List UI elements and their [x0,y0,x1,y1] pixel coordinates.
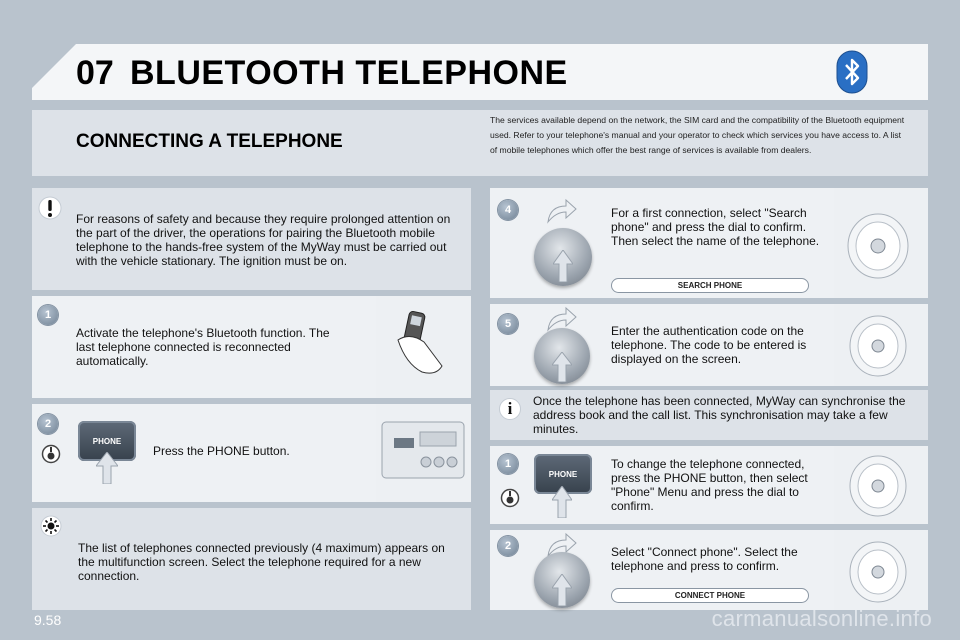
press-arrow-icon [552,574,572,606]
chapter-number: 07 [76,54,114,92]
control-dial-icon [834,446,928,524]
dial-thumb [834,304,928,386]
change2-text: Select "Connect phone". Select the telephone and press to confirm. [611,545,798,573]
step2-text: Press the PHONE button. [153,444,290,458]
step-badge: 2 [38,414,58,434]
info-icon: i [499,398,521,420]
press-icon [500,488,520,508]
step5-text: Enter the authentication code on the telephone. The code to be entered is displayed on the screen. [611,324,807,366]
step-badge: 2 [498,536,518,556]
phone-hand-thumb [376,296,471,398]
dial-thumb [834,188,928,298]
change1-text: To change the telephone connected, press the PHONE button, then select "Phone" Menu and press the dial to confirm. [611,457,808,513]
step-badge: 5 [498,314,518,334]
press-icon [41,444,61,464]
section-title: CONNECTING A TELEPHONE [76,131,343,152]
phone-button[interactable]: PHONE [78,421,136,461]
tip-text: The list of telephones connected previously (4 maximum) appears on the multifunction screen. Select the telephone required for a new connection. [78,541,445,583]
page-title: BLUETOOTH TELEPHONE [130,54,568,92]
tip-icon [40,515,62,537]
control-dial-icon [834,530,928,610]
step-badge: 1 [38,305,58,325]
bluetooth-icon [836,50,868,94]
dial-thumb [834,530,928,610]
search-phone-label: SEARCH PHONE [611,278,809,293]
step-badge: 1 [498,454,518,474]
phone-button[interactable]: PHONE [534,454,592,494]
step-badge: 4 [498,200,518,220]
intro-paragraph: The services available depend on the network, the SIM card and the compatibility of the Bluetooth equipment used. Refer to your telephone's manual and your operator to check which services you have access to. A list of mobile telephones which offer the best range of services is available from dealers. [490,115,905,155]
hand-phone-icon [376,296,471,398]
warning-text: For reasons of safety and because they require prolonged attention on the part of the driver, the operations for pairing the Bluetooth mobile telephone to the hands-free system of the MyWay must be carried out with the vehicle stationary. The ignition must be on. [76,212,451,268]
info-text: Once the telephone has been connected, MyWay can synchronise the address book and the call list. This synchronisation may take a few minutes. [533,394,906,436]
page-number: 9.58 [34,612,62,628]
step4-text: For a first connection, select "Search phone" and press the dial to confirm. Then select the name of the telephone. [611,206,820,248]
press-arrow-icon [96,452,118,484]
connect-phone-label: CONNECT PHONE [611,588,809,603]
turn-arrow-icon [544,198,578,224]
control-dial-icon [834,188,928,298]
radio-unit-thumb [376,404,471,502]
press-arrow-icon [553,250,573,282]
press-arrow-icon [552,352,572,382]
press-arrow-icon [552,486,572,518]
step1-text: Activate the telephone's Bluetooth function. The last telephone connected is reconnected automatically. [76,326,330,368]
warning-icon [38,196,62,220]
radio-unit-icon [376,404,471,502]
dial-thumb [834,446,928,524]
watermark: carmanualsonline.info [711,606,932,631]
control-dial-icon [834,304,928,386]
